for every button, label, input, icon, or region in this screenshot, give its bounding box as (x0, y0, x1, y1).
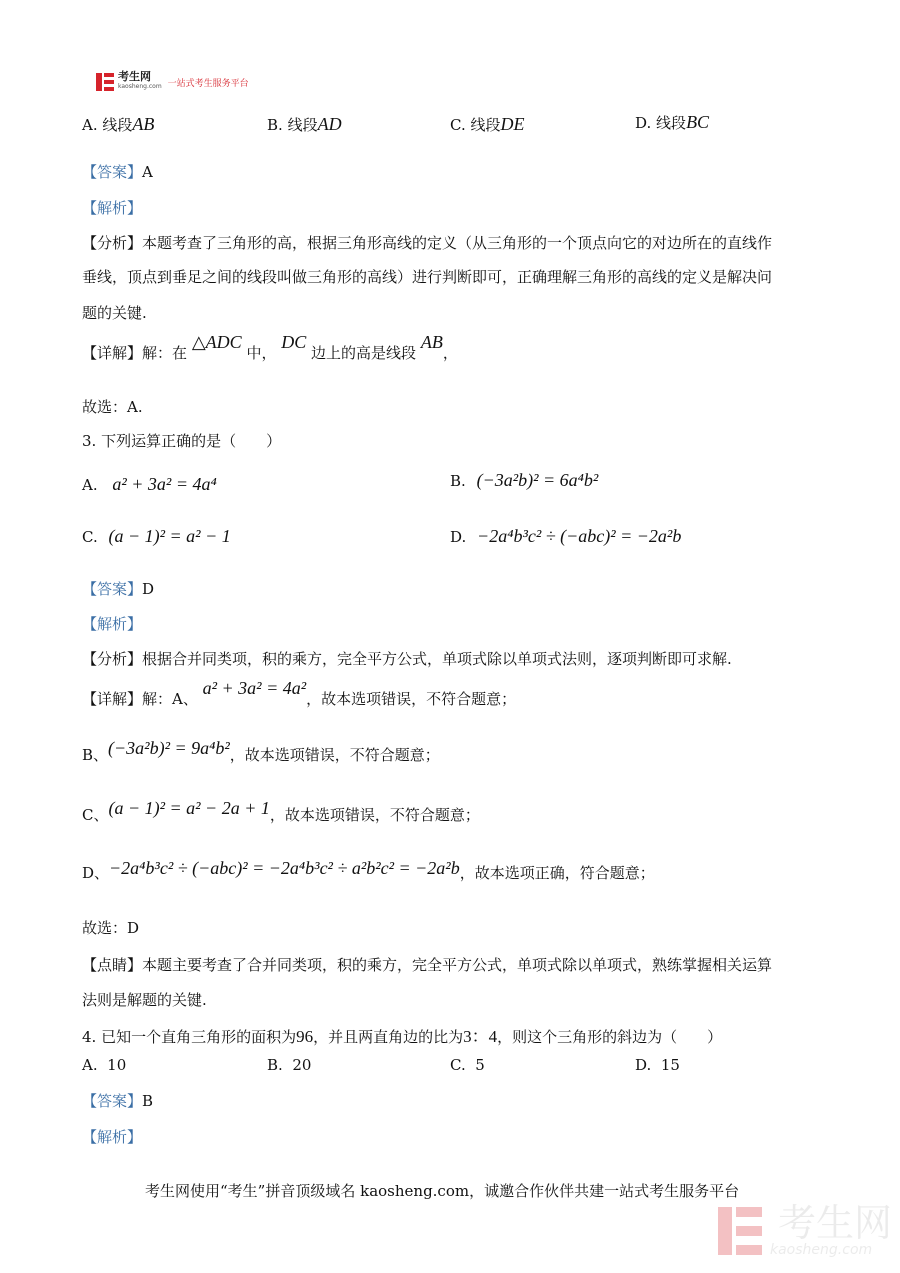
q4-option-c: C. 5 (450, 1056, 485, 1074)
q3-detail-a: 【详解】解：A、 a² + 3a² = 4a²，故本选项错误，不符合题意； (82, 678, 517, 708)
watermark-name: 考生网 (778, 1201, 893, 1245)
q2-analysis-tag: 【解析】 (82, 199, 143, 217)
q4-option-b: B. 20 (267, 1056, 312, 1074)
logo-domain: kaosheng.com (118, 83, 162, 90)
q3-dianjing-line2: 法则是解题的关键. (82, 991, 207, 1009)
q2-option-d: D. 线段BC (635, 112, 710, 132)
q2-detail: 【详解】解：在 △ADC 中， DC 边上的高是线段 AB， (82, 332, 458, 362)
q3-detail-c: C、(a − 1)² = a² − 2a + 1，故本选项错误，不符合题意； (82, 798, 480, 824)
kaosheng-logo-icon (96, 73, 114, 91)
q3-option-c: C. (a − 1)² = a² − 1 (82, 526, 231, 546)
watermark-logo (718, 1201, 893, 1258)
q2-option-b: B. 线段AD (267, 114, 342, 134)
q3-dianjing-line1: 【点睛】本题主要考查了合并同类项，积的乘方，完全平方公式，单项式除以单项式，熟练掌握相关运算 (82, 956, 773, 974)
q2-answer: 【答案】A (82, 163, 153, 181)
watermark-domain: kaosheng.com (770, 1242, 873, 1258)
q2-fenxi-line2: 垂线，顶点到垂足之间的线段叫做三角形的高线）进行判断即可，正确理解三角形的高线的定义是解决问 (82, 268, 773, 286)
q3-detail-b: B、(−3a²b)² = 9a⁴b²，故本选项错误，不符合题意； (82, 738, 440, 764)
answer-tag: 【答案】 (82, 163, 143, 181)
q3-answer: 【答案】D (82, 580, 155, 598)
footer-text: 考生网使用“考生”拼音顶级域名 kaosheng.com，诚邀合作伙伴共建一站式考生服务平台 (145, 1182, 740, 1200)
q2-choose: 故选：A. (82, 398, 143, 416)
q3-detail-d: D、−2a⁴b³c² ÷ (−abc)² = −2a⁴b³c² ÷ a²b²c² = −2a²b，故本选项正确，符合题意； (82, 858, 655, 882)
q4-stem: 4. 已知一个直角三角形的面积为96，并且两直角边的比为3：4，则这个三角形的斜边为（ ） (82, 1027, 723, 1046)
q3-option-d: D. −2a⁴b³c² ÷ (−abc)² = −2a²b (450, 526, 682, 546)
q4-answer: 【答案】B (82, 1092, 154, 1110)
q3-stem: 3. 下列运算正确的是（ ） (82, 432, 282, 450)
logo-slogan: 一站式考生服务平台 (167, 78, 249, 89)
q4-option-d: D. 15 (635, 1056, 680, 1074)
q4-analysis-tag: 【解析】 (82, 1128, 143, 1146)
q2-fenxi-line1: 【分析】本题考查了三角形的高，根据三角形高线的定义（从三角形的一个顶点向它的对边所在的直线作 (82, 234, 773, 252)
kaosheng-watermark-icon (718, 1207, 762, 1255)
q2-fenxi-line3: 题的关键. (82, 304, 147, 322)
q2-option-a: A. 线段AB (82, 114, 155, 134)
q3-fenxi: 【分析】根据合并同类项，积的乘方，完全平方公式，单项式除以单项式法则，逐项判断即可求解. (82, 650, 732, 668)
fenxi-tag: 【分析】 (82, 234, 143, 252)
q4-option-a: A. 10 (82, 1056, 127, 1074)
q3-choose: 故选：D (82, 919, 140, 937)
q3-analysis-tag: 【解析】 (82, 615, 143, 633)
header-logo (96, 72, 249, 92)
logo-name: 考生网 (118, 70, 151, 83)
q3-option-b: B. (−3a²b)² = 6a⁴b² (450, 470, 599, 490)
q2-option-c: C. 线段DE (450, 114, 525, 134)
q3-option-a: A. a² + 3a² = 4a⁴ (82, 474, 217, 494)
